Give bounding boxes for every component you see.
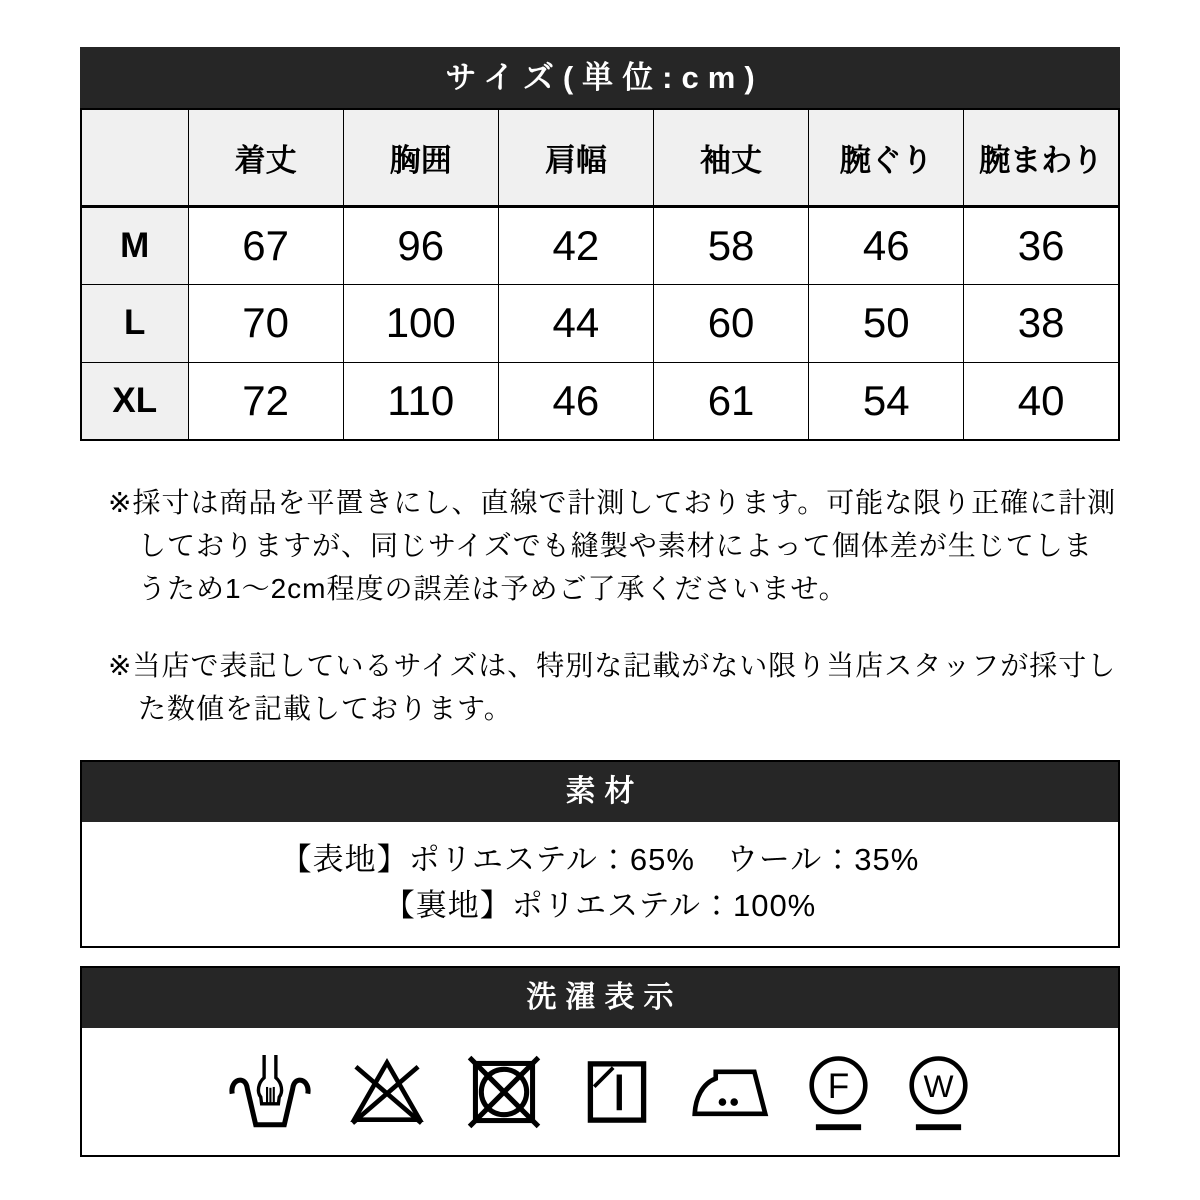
note-staff-measured: ※当店で表記しているサイズは、特別な記載がない限り当店スタッフが採寸した数値を記載しております。 [108,650,1117,724]
laundry-section-title: 洗濯表示 [82,968,1118,1028]
table-row-m [81,206,1119,284]
column-header: 腕まわり [964,109,1119,206]
size-label: XL [81,362,188,440]
material-outer-fabric: 【表地】ポリエステル：65% ウール：35% [280,842,920,877]
size-label: L [81,284,188,362]
note-measurement-accuracy: ※採寸は商品を平置きにし、直線で計測しております。可能な限り正確に計測しておりますが、同じサイズでも縫製や素材によって個体差が生じてしまうため1〜2cm程度の誤差は予めご了承くださいませ。 [108,487,1117,604]
measurement-cell: 67 [188,206,343,284]
iron-two-dots-icon [688,1050,772,1134]
hand-wash-icon [228,1050,312,1134]
measurement-cell: 58 [653,206,808,284]
svg-text:F: F [827,1066,850,1106]
material-section [80,760,1120,948]
column-header: 袖丈 [653,109,808,206]
measurement-cell: 54 [809,362,964,440]
column-header: 肩幅 [498,109,653,206]
measurement-cell: 40 [964,362,1119,440]
measurement-cell: 46 [498,362,653,440]
measurement-cell: 42 [498,206,653,284]
measurement-cell: 72 [188,362,343,440]
size-table [80,108,1120,441]
measurement-cell: 61 [653,362,808,440]
size-section-title: サイズ(単位:cm) [80,47,1120,108]
line-dry-in-shade-icon [579,1050,655,1134]
laundry-symbols-row [82,1028,1118,1155]
wet-clean-W-icon [905,1050,972,1134]
measurement-cell: 100 [343,284,498,362]
measurement-cell: 60 [653,284,808,362]
size-label: M [81,206,188,284]
measurement-cell: 96 [343,206,498,284]
measurement-cell: 36 [964,206,1119,284]
svg-text:W: W [923,1067,954,1104]
measurement-cell: 70 [188,284,343,362]
size-table-header-row [81,109,1119,206]
measurement-notes [80,481,1120,730]
column-header: 胸囲 [343,109,498,206]
table-row-l [81,284,1119,362]
corner-cell [81,109,188,206]
measurement-cell: 110 [343,362,498,440]
do-not-bleach-icon [345,1050,429,1134]
column-header: 着丈 [188,109,343,206]
measurement-cell: 46 [809,206,964,284]
measurement-cell: 44 [498,284,653,362]
material-content [82,822,1118,946]
dry-clean-F-icon [805,1050,872,1134]
column-header: 腕ぐり [809,109,964,206]
measurement-cell: 50 [809,284,964,362]
do-not-tumble-dry-icon [462,1050,546,1134]
material-section-title: 素材 [82,762,1118,822]
size-section [80,47,1120,441]
table-row-xl [81,362,1119,440]
material-lining: 【裏地】ポリエステル：100% [383,888,817,923]
laundry-section [80,966,1120,1157]
measurement-cell: 38 [964,284,1119,362]
